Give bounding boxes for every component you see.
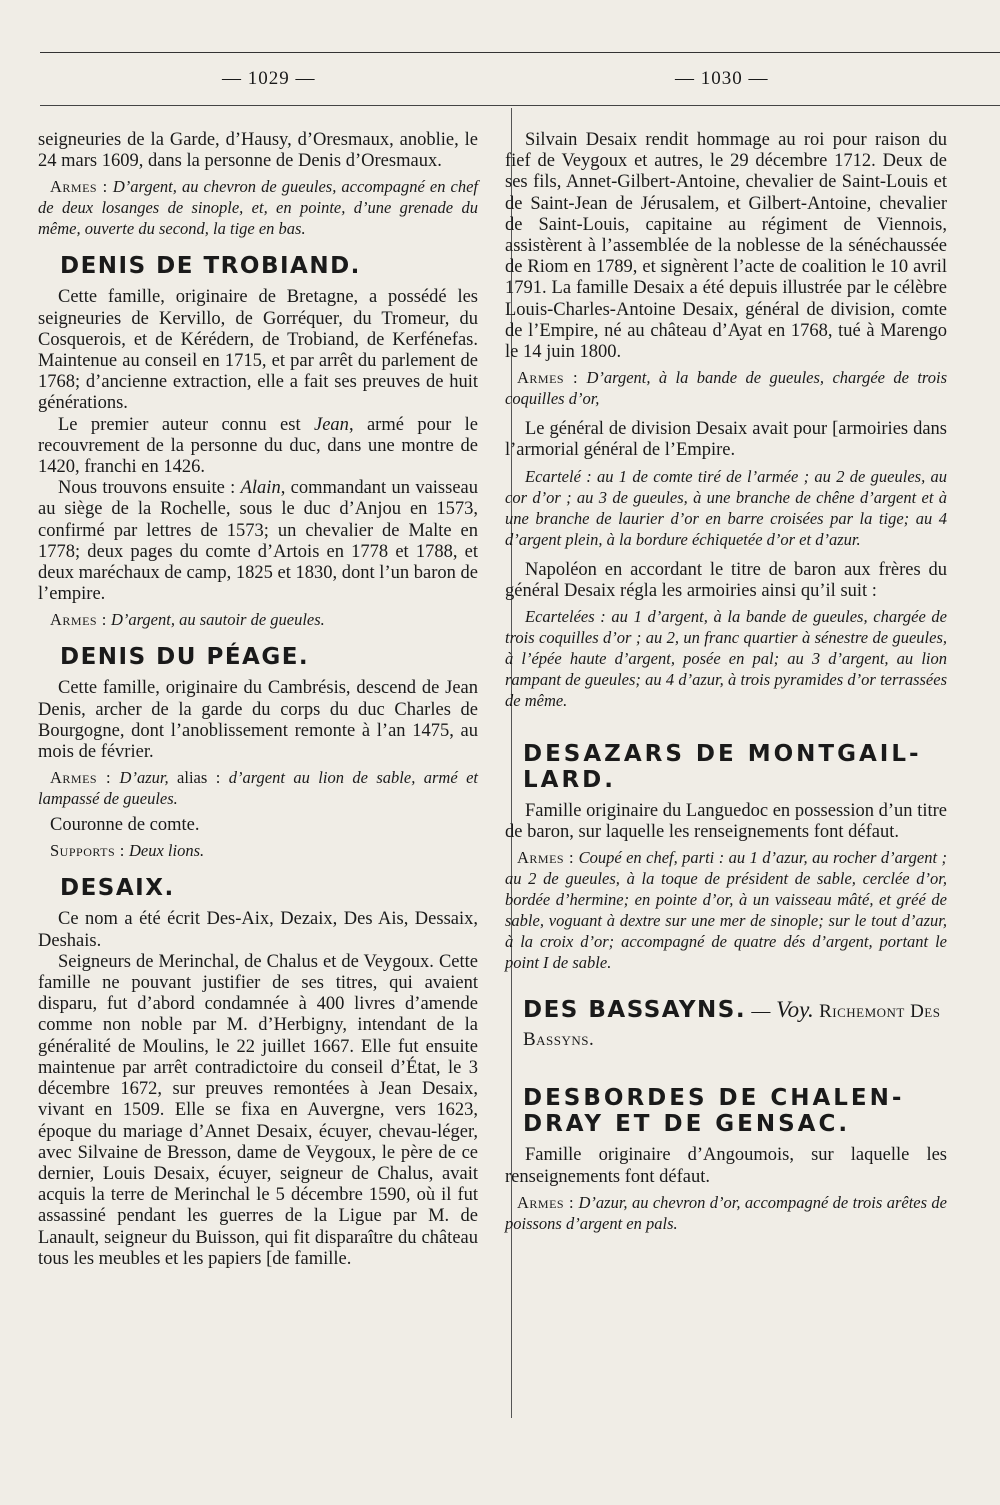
top-rule xyxy=(40,52,1000,53)
desaix-paragraph-2: Seigneurs de Merinchal, de Chalus et de Veygoux. Cette famille ne pouvant justifier de ses titres, qui avaient disparu, fut d’abord condamnée à 400 livres d’amende comme non noble par M. d’Herbigny, intendant de la généralité de Moulins, le 22 juillet 1667. Elle fut ensuite maintenue par arrêt contradictoire du conseil d’État, le 3 décembre 1672, sur preuves remontées à Jean Desaix, vivant en 1509. Elle se fixa en Auvergne, vers 1623, époque du mariage d’Annet Desaix, écuyer, chevau-léger, avec Silvaine de Bresson, dame de Veygoux, le père de ce dernier, Louis Desaix, écuyer, seigneur de Chalus, avait acquis la terre de Merinchal le 5 décembre 1590, où il fut assassiné pendant les guerres de la Ligue par M. de Lanault, seigneur du Buisson, qui fit disparaître du château tous les meubles et les papiers [de famille. xyxy=(38,951,478,1269)
trobiand-paragraph-3: Nous trouvons ensuite : Alain, commandant un vaisseau au siège de la Rochelle, sous le duc d’Anjou en 1573, confirmé par lettres de 1573; un chevalier de Malte en 1778; deux pages du comte d’Artois en 1778 et 1788, et deux maréchaux de camp, 1825 et 1830, dont l’un baron de l’empire. xyxy=(38,478,478,605)
desaix-cont-paragraph-3: Napoléon en accordant le titre de baron aux frères du général Desaix régla les armoiries ainsi qu’il suit : xyxy=(505,559,947,601)
desaix-cont-paragraph-2: Le général de division Desaix avait pour [armoiries dans l’armorial général de l’Empire. xyxy=(505,419,947,461)
heading-desaix: DESAIX. xyxy=(60,875,175,902)
desaix-ecartele: Ecartelé : au 1 de comte tiré de l’armée ; au 2 de gueules, au cor d’or ; au 3 de gueules, à une branche de chêne d’argent et à une branche de laurier d’or en barre croisées par la tige; au 4 d’argent plein, à la bordure échiquetée d’or et d’azur. xyxy=(505,466,947,549)
desaix-ecartelees: Ecartelées : au 1 d’argent, à la bande de gueules, chargée de trois coquilles d’or ; au 2, un franc quartier à sénestre de gueules, à l’épée haute d’argent, posée en pal; au 3 d’argent, au lion rampant de gueules; au 4 d’azur, à trois pyramides d’or terrassées de même. xyxy=(505,607,947,711)
peage-crown: Couronne de comte. xyxy=(50,815,200,836)
heading-denis-du-peage: DENIS DU PÉAGE. xyxy=(60,644,310,671)
left-page-number: — 1029 — xyxy=(222,68,316,89)
trobiand-paragraph-2: Le premier auteur connu est Jean, armé pour le recouvrement de la personne du duc, dans une montre de 1420, franchi en 1426. xyxy=(38,414,478,478)
heading-desbordes-de-chalendray: DESBORDES DE CHALEN-DRAY ET DE GENSAC. xyxy=(523,1085,905,1138)
intro-arms xyxy=(38,176,478,239)
arms-label: Armes : xyxy=(50,177,108,197)
peage-arms: Armes : D’azur, alias : d’argent au lion de sable, armé et lampassé de gueules. xyxy=(38,768,479,809)
header-rule xyxy=(40,105,1000,106)
right-page-number: — 1030 — xyxy=(675,68,769,89)
desaix-paragraph-1: Ce nom a été écrit Des-Aix, Dezaix, Des Ais, Dessaix, Deshais. xyxy=(38,909,478,951)
desazars-arms: Armes : Coupé en chef, parti : au 1 d’azur, au rocher d’argent ; au 2 de gueules, à la toque de président de sable, cerclée d’or, bordée d’hermine; en pointe d’or, à un vaisseau mâté, et gréé de sable, voguant à dextre sur une mer de sinople; sur le tout d’azur, à la croix d’or; accompagné de quatre dés d’argent, portant le point I de sable. xyxy=(505,848,948,973)
desaix-cont-paragraph-1: Silvain Desaix rendit hommage au roi pour raison du fief de Veygoux et autres, le 29 décembre 1712. Deux de ses fils, Annet-Gilbert-Antoine, chevalier de Saint-Louis et de Saint-Jean de Jérusalem, et Gilbert-Antoine, chevalier de Saint-Louis, capitaine au régiment de Viennois, assistèrent à l’assemblée de la noblesse de la sénéchaussée de Riom en 1789, et signèrent l’acte de coalition le 10 avril 1791. La famille Desaix a été depuis illustrée par le célèbre Louis-Charles-Antoine Desaix, général de division, comte de l’Empire, né au château d’Ayat en 1768, tué à Marengo le 14 juin 1800. xyxy=(505,130,947,363)
left-column xyxy=(38,130,478,1270)
desbordes-paragraph-1: Famille originaire d’Angoumois, sur laquelle les renseignements font défaut. xyxy=(505,1145,947,1187)
peage-supports: Supports : Deux lions. xyxy=(50,841,205,861)
heading-des-bassayns: DES BASSAYNS. — Voy. Richemont Des Bassyns. xyxy=(523,997,941,1051)
heading-denis-de-trobiand: DENIS DE TROBIAND. xyxy=(60,253,361,280)
peage-paragraph-1: Cette famille, originaire du Cambrésis, descend de Jean Denis, archer de la garde du corps du duc Charles de Bourgogne, dont l’anoblissement remonte à l’an 1475, au mois de février. xyxy=(38,678,478,763)
desazars-paragraph-1: Famille originaire du Languedoc en possession d’un titre de baron, sur laquelle les renseignements font défaut. xyxy=(505,801,947,843)
trobiand-paragraph-1: Cette famille, originaire de Bretagne, a possédé les seigneuries de Kervillo, de Gorréquer, du Tromeur, du Cosquerois, et de Kérédern, de Trobiand, de Kerfénefas. Maintenue au conseil en 1715, et par arrêt du parlement de 1768; d’ancienne extraction, elle a fait ses preuves de huit générations. xyxy=(38,287,478,414)
trobiand-arms: Armes : D’argent, au sautoir de gueules. xyxy=(50,610,325,630)
intro-paragraph: seigneuries de la Garde, d’Hausy, d’Oresmaux, anoblie, le 24 mars 1609, dans la personne de Denis d’Oresmaux. xyxy=(38,130,478,172)
arms-text: D’argent, au chevron de gueules, accompagné en chef de deux losanges de sinople, et, en pointe, d’une grenade du même, ouverte du second, la tige en bas. xyxy=(38,177,479,239)
heading-desazars-de-montgaillard: DESAZARS DE MONTGAIL-LARD. xyxy=(523,741,922,794)
desbordes-arms: Armes : D’azur, au chevron d’or, accompagné de trois arêtes de poissons d’argent en pals. xyxy=(505,1192,948,1233)
right-column xyxy=(505,130,947,1234)
desaix-arms: Armes : D’argent, à la bande de gueules, chargée de trois coquilles d’or, xyxy=(505,368,947,409)
